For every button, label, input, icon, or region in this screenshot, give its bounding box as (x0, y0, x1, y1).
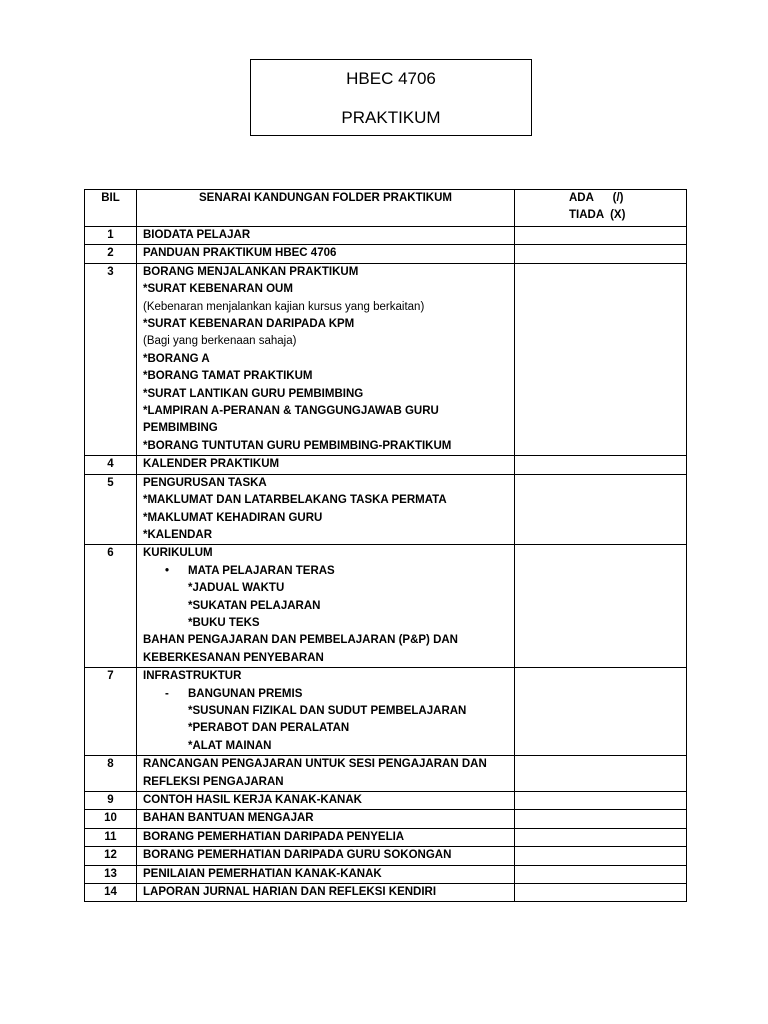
status-cell[interactable] (515, 668, 687, 756)
row-number: 11 (85, 828, 137, 846)
bullet-item (143, 563, 508, 580)
item-line: BORANG PEMERHATIAN DARIPADA GURU SOKONGAN (143, 849, 452, 862)
item-line: *SURAT LANTIKAN GURU PEMBIMBING (143, 387, 364, 400)
item-line: PENGURUSAN TASKA (143, 476, 267, 489)
table-row (85, 792, 687, 810)
row-item (137, 810, 515, 828)
item-line: RANCANGAN PENGAJARAN UNTUK SESI PENGAJARAN DAN (143, 758, 487, 771)
table-row (85, 263, 687, 455)
item-line: *MAKLUMAT KEHADIRAN GURU (143, 511, 323, 524)
status-cell[interactable] (515, 828, 687, 846)
item-line: LAPORAN JURNAL HARIAN DAN REFLEKSI KENDIRI (143, 886, 437, 899)
row-item (137, 865, 515, 883)
item-line: *JADUAL WAKTU (188, 582, 285, 595)
row-item (137, 545, 515, 668)
item-line: REFLEKSI PENGAJARAN (143, 775, 284, 788)
row-number: 12 (85, 847, 137, 865)
item-line: KALENDER PRAKTIKUM (143, 458, 280, 471)
row-number: 10 (85, 810, 137, 828)
dash-icon: - (165, 687, 169, 700)
row-item (137, 756, 515, 792)
row-item (137, 263, 515, 455)
item-line: PANDUAN PRAKTIKUM HBEC 4706 (143, 247, 337, 260)
table-row (85, 884, 687, 902)
row-item (137, 828, 515, 846)
item-line: BIODATA PELAJAR (143, 229, 251, 241)
item-line: *LAMPIRAN A-PERANAN & TANGGUNGJAWAB GURU (143, 405, 439, 418)
row-number: 9 (85, 792, 137, 810)
table-row (85, 756, 687, 792)
course-code: HBEC 4706 (346, 69, 436, 88)
status-ada-label: ADA (/) (569, 192, 624, 204)
row-number: 14 (85, 884, 137, 902)
item-line: KURIKULUM (143, 547, 213, 560)
bullet-item (143, 686, 508, 703)
table-row (85, 847, 687, 865)
item-note: (Bagi yang berkenaan sahaja) (143, 335, 297, 348)
table-header-row (85, 190, 687, 227)
status-cell[interactable] (515, 792, 687, 810)
status-cell[interactable] (515, 884, 687, 902)
item-line: *BORANG TUNTUTAN GURU PEMBIMBING-PRAKTIKUM (143, 439, 452, 452)
column-header-status (515, 190, 687, 227)
item-line: KEBERKESANAN PENYEBARAN (143, 651, 324, 664)
row-number: 7 (85, 668, 137, 756)
table-row (85, 810, 687, 828)
row-item (137, 847, 515, 865)
bullet-text: MATA PELAJARAN TERAS (188, 564, 335, 577)
item-line: *BUKU TEKS (188, 616, 260, 629)
bullet-icon: • (165, 564, 170, 577)
item-note: (Kebenaran menjalankan kajian kursus yang berkaitan) (143, 300, 425, 313)
folder-checklist-table (84, 189, 687, 902)
item-line: CONTOH HASIL KERJA KANAK-KANAK (143, 794, 362, 806)
row-number: 8 (85, 756, 137, 792)
status-cell[interactable] (515, 810, 687, 828)
document-title-box (250, 59, 532, 136)
table-row (85, 668, 687, 756)
column-header-bil: BIL (85, 190, 137, 227)
status-cell[interactable] (515, 865, 687, 883)
item-line: *BORANG A (143, 352, 210, 365)
item-line: PEMBIMBING (143, 422, 218, 435)
table-row (85, 245, 687, 263)
status-cell[interactable] (515, 474, 687, 545)
table-row (85, 865, 687, 883)
row-number: 1 (85, 227, 137, 245)
row-number: 13 (85, 865, 137, 883)
table-row (85, 828, 687, 846)
item-line: *SUKATAN PELAJARAN (188, 599, 321, 612)
table-row (85, 545, 687, 668)
column-header-item: SENARAI KANDUNGAN FOLDER PRAKTIKUM (137, 190, 515, 227)
item-line: *KALENDAR (143, 528, 212, 541)
table-row (85, 456, 687, 474)
bullet-text: BANGUNAN PREMIS (188, 687, 303, 700)
item-line: BORANG PEMERHATIAN DARIPADA PENYELIA (143, 830, 405, 843)
status-cell[interactable] (515, 545, 687, 668)
item-line: BAHAN PENGAJARAN DAN PEMBELAJARAN (P&P) DAN (143, 634, 458, 647)
item-line: INFRASTRUKTUR (143, 670, 242, 683)
row-number: 3 (85, 263, 137, 455)
status-cell[interactable] (515, 227, 687, 245)
status-tiada-label: TIADA (X) (569, 209, 626, 222)
row-item (137, 227, 515, 245)
row-number: 6 (85, 545, 137, 668)
item-line: *SURAT KEBENARAN OUM (143, 283, 293, 296)
table-row (85, 474, 687, 545)
status-cell[interactable] (515, 245, 687, 263)
item-line: BORANG MENJALANKAN PRAKTIKUM (143, 265, 359, 278)
status-cell[interactable] (515, 756, 687, 792)
item-line: *SUSUNAN FIZIKAL DAN SUDUT PEMBELAJARAN (188, 704, 467, 717)
item-line: *PERABOT DAN PERALATAN (188, 722, 350, 735)
status-cell[interactable] (515, 456, 687, 474)
row-number: 4 (85, 456, 137, 474)
document-title: PRAKTIKUM (341, 108, 441, 127)
item-line: *ALAT MAINAN (188, 739, 272, 752)
table-row (85, 227, 687, 245)
status-cell[interactable] (515, 847, 687, 865)
item-line: BAHAN BANTUAN MENGAJAR (143, 812, 314, 825)
row-number: 2 (85, 245, 137, 263)
item-line: *SURAT KEBENARAN DARIPADA KPM (143, 318, 355, 331)
row-item (137, 668, 515, 756)
item-line: PENILAIAN PEMERHATIAN KANAK-KANAK (143, 867, 382, 880)
row-number: 5 (85, 474, 137, 545)
row-item (137, 474, 515, 545)
row-item (137, 884, 515, 902)
status-cell[interactable] (515, 263, 687, 455)
item-line: *BORANG TAMAT PRAKTIKUM (143, 370, 313, 383)
row-item (137, 245, 515, 263)
item-line: *MAKLUMAT DAN LATARBELAKANG TASKA PERMATA (143, 494, 447, 507)
row-item (137, 456, 515, 474)
row-item (137, 792, 515, 810)
